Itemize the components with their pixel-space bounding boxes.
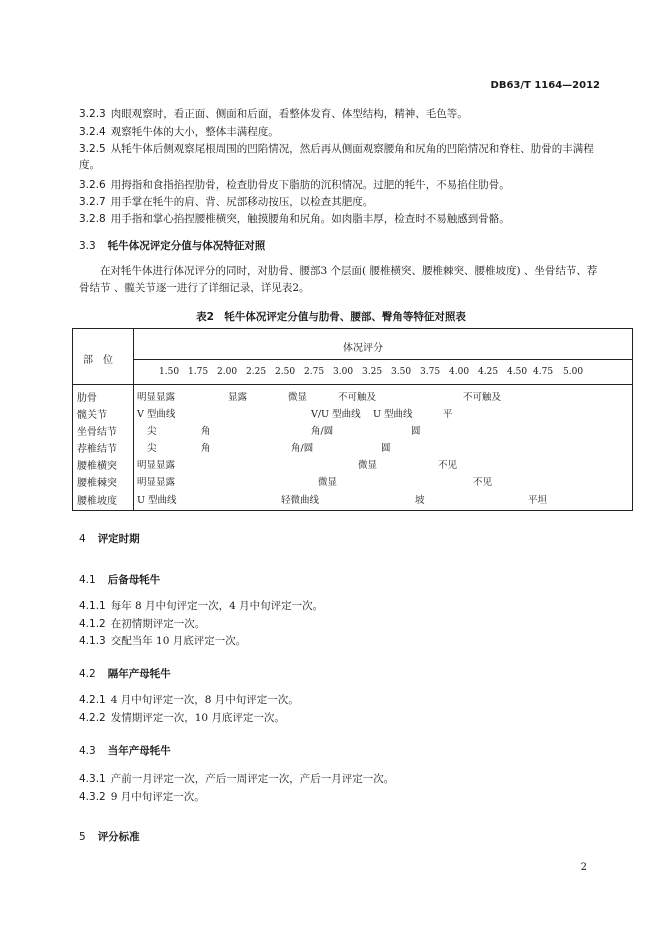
- transverse-cell-1: 明显显露: [137, 460, 176, 471]
- clause-text: 观察牦牛体的大小，整体丰满程度。: [110, 126, 279, 138]
- section-title: 牦牛体况评定分值与体况特征对照: [107, 240, 266, 252]
- ribs-cell-4: 不可触及: [338, 392, 377, 403]
- clause-number: 3.2.4: [79, 126, 106, 138]
- score-4-75: 4.75: [533, 367, 554, 377]
- transverse-cell-2: 微显: [358, 460, 378, 471]
- clause-text: 从牦牛体后侧观察尾根周围的凹陷情况，然后再从侧面观察腰角和尻角的凹陷情况和脊柱、肋骨的丰满程度。: [79, 143, 594, 171]
- row-label-transverse: 腰椎横突: [77, 461, 117, 472]
- clause-text: 用手指和掌心掐捏腰椎横突，触摸腰角和尻角。如肉脂丰厚，检查时不易触感到骨骼。: [110, 213, 510, 225]
- row-label-ischial: 坐骨结节: [77, 427, 117, 438]
- clause-number: 3.2.3: [79, 108, 106, 120]
- ribs-cell-3: 微显: [288, 392, 308, 403]
- table-divider-vertical: [133, 329, 134, 510]
- row-label-hip: 髋关节: [77, 410, 107, 421]
- ischial-cell-4: 圆: [411, 426, 421, 437]
- score-3-75: 3.75: [420, 367, 441, 377]
- clause-text: 4 月中旬评定一次，8 月中旬评定一次。: [110, 694, 299, 706]
- slope-cell-4: 平坦: [528, 495, 548, 506]
- row-label-slope: 腰椎坡度: [77, 496, 117, 507]
- score-2-75: 2.75: [304, 367, 325, 377]
- section-4-heading: [79, 531, 140, 546]
- clause-number: 3.2.5: [79, 143, 106, 155]
- clause-4-1-1: [79, 598, 323, 614]
- clause-text: 9 月中旬评定一次。: [110, 791, 205, 803]
- ribs-cell-2: 显露: [228, 392, 248, 403]
- ribs-cell-5: 不可触及: [463, 392, 502, 403]
- clause-3-2-5: [79, 141, 599, 173]
- section-title: 隔年产母牦牛: [107, 668, 171, 680]
- table-header-part: 部 位: [83, 355, 113, 366]
- clause-3-2-8: [79, 211, 510, 227]
- score-3-50: 3.50: [391, 367, 412, 377]
- clause-3-2-3: [79, 106, 468, 122]
- section-title: 后备母牦牛: [107, 574, 161, 586]
- section-5-heading: [79, 829, 140, 844]
- table-divider-header-inner: [133, 359, 632, 360]
- table-caption: 表2 牦牛体况评定分值与肋骨、腰部、臀角等特征对照表: [196, 311, 466, 323]
- row-label-sacral: 荐椎结节: [77, 444, 117, 455]
- sacral-cell-2: 角: [201, 443, 211, 454]
- section-title: 当年产母牦牛: [107, 745, 171, 757]
- clause-text: 用拇指和食指掐捏肋骨，检查肋骨皮下脂肪的沉积情况。过肥的牦牛，不易掐住肋骨。: [110, 179, 510, 191]
- ribs-cell-1: 明显显露: [137, 392, 176, 403]
- section-title: 评分标准: [97, 831, 140, 843]
- spinous-cell-3: 不见: [473, 477, 493, 488]
- section-number: 3.3: [79, 240, 96, 252]
- clause-number: 4.1.3: [79, 635, 106, 647]
- sacral-cell-1: 尖: [147, 443, 157, 454]
- hip-cell-4: 平: [443, 409, 453, 420]
- section-4-3-heading: [79, 743, 171, 758]
- clause-text: 产前一月评定一次，产后一周评定一次，产后一月评定一次。: [110, 773, 395, 785]
- clause-text: 发情期评定一次，10 月底评定一次。: [110, 712, 285, 724]
- clause-4-2-2: [79, 710, 285, 726]
- clause-4-2-1: [79, 692, 299, 708]
- table-header-score: 体况评分: [343, 343, 383, 354]
- clause-number: 4.1.2: [79, 618, 106, 630]
- clause-3-2-7: [79, 194, 373, 210]
- slope-cell-1: U 型曲线: [137, 495, 177, 506]
- page-number: 2: [580, 862, 587, 873]
- score-1-50: 1.50: [159, 367, 180, 377]
- score-3-25: 3.25: [362, 367, 383, 377]
- hip-cell-2: V/U 型曲线: [311, 409, 361, 420]
- score-4-00: 4.00: [449, 367, 470, 377]
- clause-4-1-2: [79, 616, 205, 632]
- clause-number: 4.3.1: [79, 773, 106, 785]
- slope-cell-3: 坡: [415, 495, 425, 506]
- section-number: 4: [79, 533, 86, 545]
- score-3-00: 3.00: [333, 367, 354, 377]
- hip-cell-1: V 型曲线: [137, 409, 176, 420]
- section-4-1-heading: [79, 572, 160, 587]
- section-number: 4.1: [79, 574, 96, 586]
- section-4-2-heading: [79, 666, 171, 681]
- section-3-3-heading: [79, 238, 265, 253]
- score-2-50: 2.50: [275, 367, 296, 377]
- score-4-50: 4.50: [507, 367, 528, 377]
- hip-cell-3: U 型曲线: [373, 409, 413, 420]
- row-label-ribs: 肋骨: [77, 393, 97, 404]
- score-2-25: 2.25: [246, 367, 267, 377]
- score-2-00: 2.00: [217, 367, 238, 377]
- clause-number: 3.2.7: [79, 196, 106, 208]
- spinous-cell-2: 微显: [318, 477, 338, 488]
- standard-code: DB63/T 1164—2012: [490, 80, 600, 91]
- section-3-3-body: 在对牦牛体进行体况评分的同时，对肋骨、腰部3 个层面( 腰椎横突、腰椎棘突、腰椎坡度) 、坐骨结节、荐骨结节 、髋关节逐一进行了详细记录，详见表2。: [79, 265, 598, 294]
- clause-number: 4.1.1: [79, 600, 106, 612]
- clause-4-3-2: [79, 789, 205, 805]
- sacral-cell-3: 角/圆: [291, 443, 314, 454]
- clause-number: 4.2.2: [79, 712, 106, 724]
- spinous-cell-1: 明显显露: [137, 477, 176, 488]
- clause-4-3-1: [79, 771, 394, 787]
- ischial-cell-3: 角/圆: [311, 426, 334, 437]
- ischial-cell-2: 角: [201, 426, 211, 437]
- clause-text: 在初情期评定一次。: [110, 618, 206, 630]
- clause-4-1-3: [79, 633, 246, 649]
- section-title: 评定时期: [97, 533, 140, 545]
- clause-number: 3.2.8: [79, 213, 106, 225]
- sacral-cell-4: 圆: [381, 443, 391, 454]
- clause-text: 每年 8 月中旬评定一次，4 月中旬评定一次。: [110, 600, 324, 612]
- clause-text: 用手掌在牦牛的肩、背、尻部移动按压，以检查其肥度。: [110, 196, 374, 208]
- clause-3-2-4: [79, 124, 279, 140]
- clause-text: 肉眼观察时，看正面、侧面和后面，看整体发育、体型结构，精神、毛色等。: [110, 108, 468, 120]
- clause-number: 4.2.1: [79, 694, 106, 706]
- ischial-cell-1: 尖: [147, 426, 157, 437]
- clause-text: 交配当年 10 月底评定一次。: [110, 635, 247, 647]
- score-1-75: 1.75: [188, 367, 209, 377]
- clause-number: 4.3.2: [79, 791, 106, 803]
- section-number: 4.2: [79, 668, 96, 680]
- score-4-25: 4.25: [478, 367, 499, 377]
- section-number: 4.3: [79, 745, 96, 757]
- row-label-spinous: 腰椎棘突: [77, 478, 117, 489]
- slope-cell-2: 轻微曲线: [281, 495, 320, 506]
- score-5-00: 5.00: [563, 367, 584, 377]
- section-number: 5: [79, 831, 86, 843]
- table-divider-header: [73, 384, 632, 385]
- condition-score-table: [72, 328, 633, 511]
- clause-number: 3.2.6: [79, 179, 106, 191]
- clause-3-2-6: [79, 177, 510, 193]
- transverse-cell-3: 不见: [438, 460, 458, 471]
